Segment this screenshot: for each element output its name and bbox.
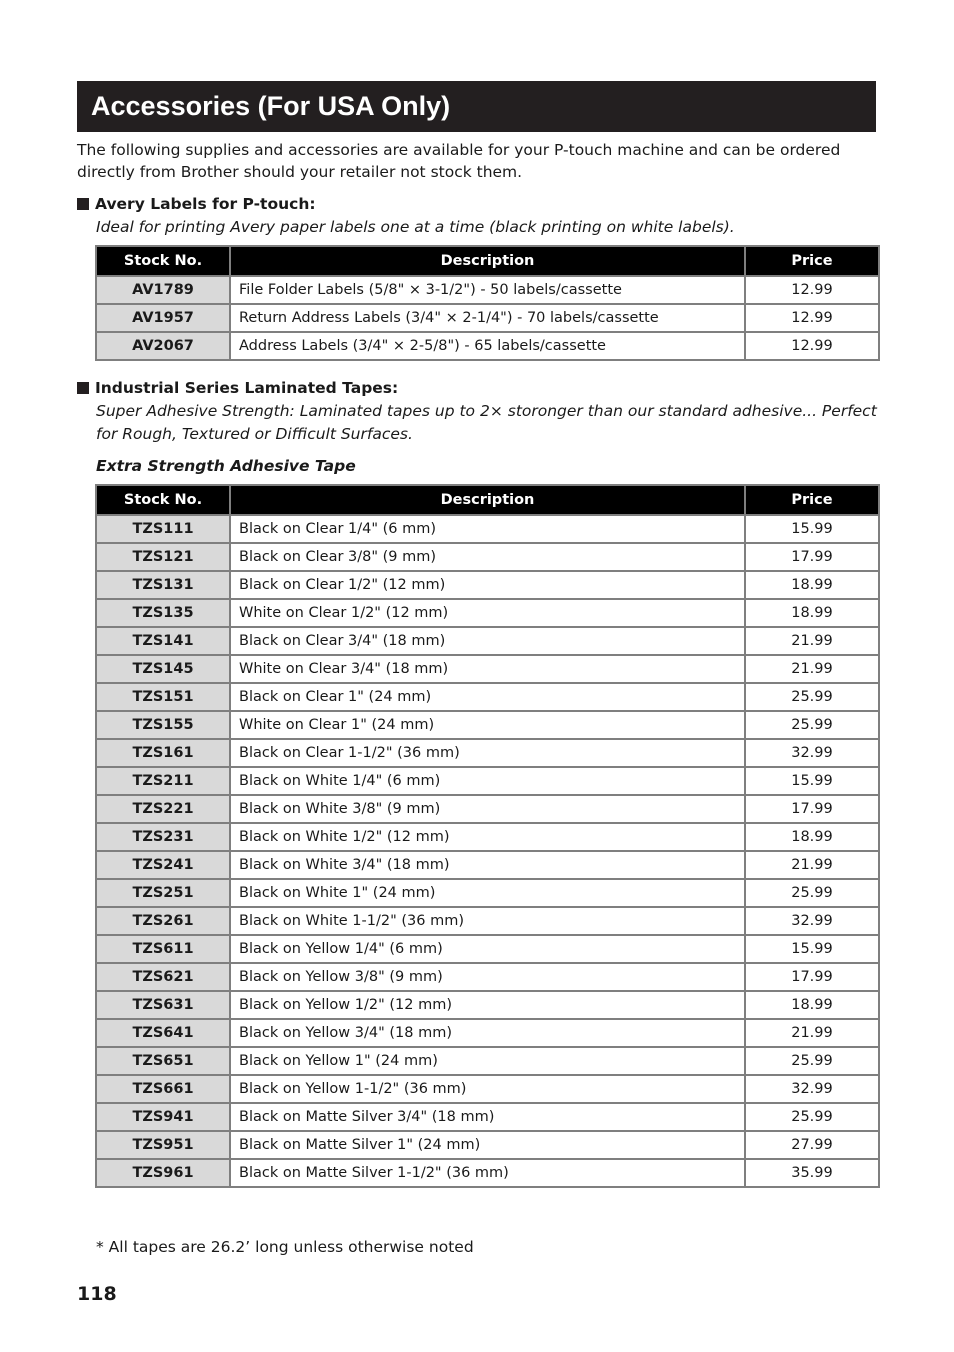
price-cell: 15.99 (745, 515, 879, 543)
description-cell: Black on Matte Silver 1-1/2" (36 mm) (230, 1159, 745, 1187)
description-cell: Black on Yellow 1" (24 mm) (230, 1047, 745, 1075)
table-row (96, 879, 879, 907)
description-cell: Black on White 3/4" (18 mm) (230, 851, 745, 879)
table-row (96, 543, 879, 571)
price-cell: 25.99 (745, 683, 879, 711)
avery-labels-table (95, 245, 880, 361)
description-cell: White on Clear 1" (24 mm) (230, 711, 745, 739)
price-cell: 12.99 (745, 304, 879, 332)
table-row (96, 795, 879, 823)
table-row (96, 767, 879, 795)
stock-number-cell: TZS141 (96, 627, 230, 655)
price-cell: 27.99 (745, 1131, 879, 1159)
description-cell: White on Clear 1/2" (12 mm) (230, 599, 745, 627)
stock-number-cell: TZS611 (96, 935, 230, 963)
avery-heading (77, 193, 316, 215)
stock-number-cell: TZS161 (96, 739, 230, 767)
table-row (96, 332, 879, 360)
stock-number-cell: AV1789 (96, 276, 230, 304)
table-row (96, 655, 879, 683)
price-cell: 15.99 (745, 935, 879, 963)
description-cell: Address Labels (3/4" × 2-5/8") - 65 labels/cassette (230, 332, 745, 360)
stock-number-cell: TZS951 (96, 1131, 230, 1159)
avery-subtitle: Ideal for printing Avery paper labels one at a time (black printing on white labels). (96, 218, 735, 236)
table-row (96, 851, 879, 879)
table-row (96, 1159, 879, 1187)
description-cell: Black on Matte Silver 3/4" (18 mm) (230, 1103, 745, 1131)
price-cell: 18.99 (745, 823, 879, 851)
table-row (96, 571, 879, 599)
table-row (96, 304, 879, 332)
description-cell: Black on Clear 3/8" (9 mm) (230, 543, 745, 571)
description-cell: Black on Clear 1/4" (6 mm) (230, 515, 745, 543)
page-title: Accessories (For USA Only) (77, 81, 876, 132)
avery-heading-text: Avery Labels for P-touch: (95, 195, 316, 213)
price-cell: 17.99 (745, 795, 879, 823)
table-row (96, 515, 879, 543)
table-row (96, 1131, 879, 1159)
column-header-price: Price (745, 246, 879, 276)
industrial-subtitle: Super Adhesive Strength: Laminated tapes up to 2× storonger than our standard adhesive... Perfect for Rough, Textured or Difficult Surfaces. (96, 402, 877, 443)
stock-number-cell: TZS145 (96, 655, 230, 683)
price-cell: 25.99 (745, 1047, 879, 1075)
description-cell: Black on Matte Silver 1" (24 mm) (230, 1131, 745, 1159)
price-cell: 35.99 (745, 1159, 879, 1187)
description-cell: Black on Clear 1/2" (12 mm) (230, 571, 745, 599)
table-row (96, 1019, 879, 1047)
stock-number-cell: TZS941 (96, 1103, 230, 1131)
table-row (96, 907, 879, 935)
description-cell: Black on White 1" (24 mm) (230, 879, 745, 907)
price-cell: 21.99 (745, 627, 879, 655)
description-cell: White on Clear 3/4" (18 mm) (230, 655, 745, 683)
column-header-description: Description (230, 246, 745, 276)
stock-number-cell: TZS111 (96, 515, 230, 543)
table-row (96, 991, 879, 1019)
description-cell: File Folder Labels (5/8" × 3-1/2") - 50 labels/cassette (230, 276, 745, 304)
stock-number-cell: TZS631 (96, 991, 230, 1019)
column-header-stock: Stock No. (96, 246, 230, 276)
table-row (96, 823, 879, 851)
description-cell: Black on Yellow 1-1/2" (36 mm) (230, 1075, 745, 1103)
column-header-price: Price (745, 485, 879, 515)
stock-number-cell: TZS651 (96, 1047, 230, 1075)
stock-number-cell: TZS251 (96, 879, 230, 907)
table-row (96, 599, 879, 627)
price-cell: 18.99 (745, 599, 879, 627)
description-cell: Black on Yellow 3/4" (18 mm) (230, 1019, 745, 1047)
table-row (96, 935, 879, 963)
price-cell: 18.99 (745, 571, 879, 599)
description-cell: Black on Yellow 3/8" (9 mm) (230, 963, 745, 991)
industrial-tapes-table (95, 484, 880, 1188)
price-cell: 25.99 (745, 711, 879, 739)
intro-paragraph: The following supplies and accessories are available for your P-touch machine and can be ordered directly from Brother should your retailer not stock them. (77, 141, 841, 181)
description-cell: Black on Clear 1" (24 mm) (230, 683, 745, 711)
table-row (96, 1075, 879, 1103)
description-cell: Black on White 3/8" (9 mm) (230, 795, 745, 823)
stock-number-cell: TZS135 (96, 599, 230, 627)
description-cell: Black on White 1/2" (12 mm) (230, 823, 745, 851)
price-cell: 32.99 (745, 1075, 879, 1103)
stock-number-cell: TZS621 (96, 963, 230, 991)
table-header-row (96, 246, 879, 276)
price-cell: 17.99 (745, 963, 879, 991)
stock-number-cell: TZS155 (96, 711, 230, 739)
price-cell: 21.99 (745, 655, 879, 683)
stock-number-cell: TZS221 (96, 795, 230, 823)
footnote: * All tapes are 26.2’ long unless otherwise noted (96, 1238, 474, 1256)
stock-number-cell: TZS661 (96, 1075, 230, 1103)
description-cell: Black on Yellow 1/4" (6 mm) (230, 935, 745, 963)
price-cell: 25.99 (745, 879, 879, 907)
stock-number-cell: AV1957 (96, 304, 230, 332)
price-cell: 32.99 (745, 739, 879, 767)
table-row (96, 711, 879, 739)
table-row (96, 963, 879, 991)
page-number: 118 (77, 1283, 117, 1305)
price-cell: 12.99 (745, 332, 879, 360)
table-row (96, 683, 879, 711)
table-header-row (96, 485, 879, 515)
description-cell: Return Address Labels (3/4" × 2-1/4") - 70 labels/cassette (230, 304, 745, 332)
description-cell: Black on Yellow 1/2" (12 mm) (230, 991, 745, 1019)
price-cell: 18.99 (745, 991, 879, 1019)
price-cell: 32.99 (745, 907, 879, 935)
table-row (96, 1103, 879, 1131)
price-cell: 17.99 (745, 543, 879, 571)
industrial-heading-text: Industrial Series Laminated Tapes: (95, 379, 399, 397)
square-bullet-icon (77, 382, 89, 394)
description-cell: Black on Clear 3/4" (18 mm) (230, 627, 745, 655)
price-cell: 21.99 (745, 851, 879, 879)
description-cell: Black on White 1/4" (6 mm) (230, 767, 745, 795)
column-header-stock: Stock No. (96, 485, 230, 515)
stock-number-cell: TZS961 (96, 1159, 230, 1187)
stock-number-cell: TZS131 (96, 571, 230, 599)
stock-number-cell: TZS241 (96, 851, 230, 879)
square-bullet-icon (77, 198, 89, 210)
stock-number-cell: TZS641 (96, 1019, 230, 1047)
stock-number-cell: TZS211 (96, 767, 230, 795)
stock-number-cell: AV2067 (96, 332, 230, 360)
price-cell: 25.99 (745, 1103, 879, 1131)
price-cell: 21.99 (745, 1019, 879, 1047)
description-cell: Black on Clear 1-1/2" (36 mm) (230, 739, 745, 767)
stock-number-cell: TZS121 (96, 543, 230, 571)
stock-number-cell: TZS151 (96, 683, 230, 711)
table-caption: Extra Strength Adhesive Tape (96, 457, 356, 475)
description-cell: Black on White 1-1/2" (36 mm) (230, 907, 745, 935)
price-cell: 15.99 (745, 767, 879, 795)
stock-number-cell: TZS231 (96, 823, 230, 851)
industrial-heading (77, 377, 398, 399)
table-row (96, 739, 879, 767)
price-cell: 12.99 (745, 276, 879, 304)
column-header-description: Description (230, 485, 745, 515)
table-row (96, 1047, 879, 1075)
table-row (96, 627, 879, 655)
stock-number-cell: TZS261 (96, 907, 230, 935)
table-row (96, 276, 879, 304)
